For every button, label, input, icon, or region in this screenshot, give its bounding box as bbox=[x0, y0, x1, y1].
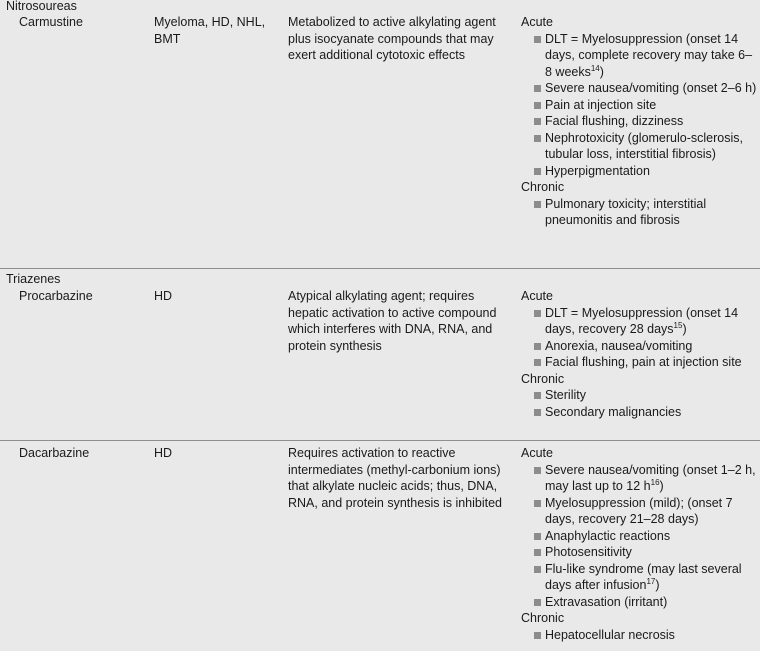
closing-text: ) bbox=[655, 578, 660, 592]
list-item bbox=[521, 462, 757, 495]
indications: Myeloma, HD, NHL, BMT bbox=[154, 15, 266, 46]
list-item bbox=[521, 387, 757, 404]
toxicity-text: Facial flushing, pain at injection site bbox=[545, 355, 742, 369]
indications: HD bbox=[154, 289, 173, 303]
list-item bbox=[521, 130, 757, 163]
square-bullet-icon bbox=[534, 632, 541, 639]
list-item bbox=[521, 495, 757, 528]
acute-label: Acute bbox=[521, 15, 553, 29]
mechanism: Metabolized to active alkylating agent plus isocyanate compounds that may exert additional cytotoxic effects bbox=[288, 15, 496, 62]
list-item bbox=[521, 196, 757, 229]
square-bullet-icon bbox=[534, 566, 541, 573]
square-bullet-icon bbox=[534, 392, 541, 399]
list-item bbox=[521, 113, 757, 130]
closing-text: ) bbox=[659, 479, 664, 493]
square-bullet-icon bbox=[534, 310, 541, 317]
square-bullet-icon bbox=[534, 359, 541, 366]
chronic-label: Chronic bbox=[521, 180, 565, 194]
toxicity-text: Sterility bbox=[545, 388, 586, 402]
square-bullet-icon bbox=[534, 343, 541, 350]
square-bullet-icon bbox=[534, 168, 541, 175]
toxicities bbox=[521, 445, 757, 643]
toxicity-text: Pain at injection site bbox=[545, 97, 657, 112]
toxicity-text: Hepatocellular necrosis bbox=[545, 627, 675, 642]
closing-text: ) bbox=[682, 322, 687, 336]
square-bullet-icon bbox=[534, 36, 541, 43]
square-bullet-icon bbox=[534, 118, 541, 125]
toxicities bbox=[521, 288, 757, 420]
toxicity-text: Photosensitivity bbox=[545, 545, 632, 559]
acute-label: Acute bbox=[521, 289, 553, 303]
list-item bbox=[521, 594, 757, 611]
list-item bbox=[521, 338, 757, 355]
acute-label: Acute bbox=[521, 446, 553, 460]
indications: HD bbox=[154, 446, 173, 460]
toxicities bbox=[521, 14, 757, 229]
toxicity-text: Extravasation (irritant) bbox=[545, 594, 668, 609]
list-item bbox=[521, 31, 757, 81]
chronic-list bbox=[521, 627, 757, 644]
acute-list bbox=[521, 305, 757, 371]
mechanism: Requires activation to reactive intermediates (methyl-carbonium ions) that alkylate nucleic acids; thus, DNA, RNA, and protein synthesis is inhibited bbox=[288, 446, 503, 510]
row-divider bbox=[0, 440, 760, 441]
toxicity-text: Pulmonary toxicity; interstitial pneumonitis and fibrosis bbox=[545, 196, 707, 227]
square-bullet-icon bbox=[534, 201, 541, 208]
closing-text: ) bbox=[599, 64, 604, 79]
square-bullet-icon bbox=[534, 102, 541, 109]
list-item bbox=[521, 80, 757, 97]
square-bullet-icon bbox=[534, 549, 541, 556]
drug-name: Carmustine bbox=[19, 15, 83, 29]
reference-number: 16 bbox=[650, 477, 660, 487]
toxicity-text: Myelosuppression (mild); (onset 7 days, recovery 21–28 days) bbox=[545, 495, 733, 526]
chronic-list bbox=[521, 387, 757, 420]
drug-name: Dacarbazine bbox=[19, 446, 90, 460]
square-bullet-icon bbox=[534, 500, 541, 507]
list-item bbox=[521, 354, 757, 371]
list-item bbox=[521, 561, 757, 594]
acute-list bbox=[521, 31, 757, 180]
list-item bbox=[521, 305, 757, 338]
square-bullet-icon bbox=[534, 85, 541, 92]
toxicity-text: Hyperpigmentation bbox=[545, 163, 650, 178]
list-item bbox=[521, 544, 757, 561]
square-bullet-icon bbox=[534, 467, 541, 474]
acute-list bbox=[521, 462, 757, 611]
toxicity-text: Flu-like syndrome (may last several days after infusion bbox=[545, 561, 742, 592]
list-item bbox=[521, 404, 757, 421]
drug-class-label: Nitrosoureas bbox=[6, 0, 77, 13]
reference-number: 17 bbox=[646, 576, 656, 586]
mechanism: Atypical alkylating agent; requires hepatic activation to active compound which interferes with DNA, RNA, and protein synthesis bbox=[288, 289, 497, 353]
list-item bbox=[521, 97, 757, 114]
drug-class-label: Triazenes bbox=[6, 272, 61, 286]
chronic-label: Chronic bbox=[521, 371, 565, 386]
reference-number: 15 bbox=[673, 320, 683, 330]
square-bullet-icon bbox=[534, 135, 541, 142]
toxicity-text: Anorexia, nausea/vomiting bbox=[545, 338, 693, 353]
reference-number: 14 bbox=[590, 63, 600, 73]
list-item bbox=[521, 528, 757, 545]
row-divider bbox=[0, 268, 760, 269]
toxicity-text: Anaphylactic reactions bbox=[545, 528, 671, 543]
toxicity-text: DLT = Myelosuppression (onset 14 days, recovery 28 days bbox=[545, 305, 739, 336]
chronic-label: Chronic bbox=[521, 611, 565, 625]
square-bullet-icon bbox=[534, 533, 541, 540]
drug-name: Procarbazine bbox=[19, 289, 93, 303]
square-bullet-icon bbox=[534, 599, 541, 606]
toxicity-text: DLT = Myelosuppression (onset 14 days, complete recovery may take 6–8 weeks bbox=[545, 31, 753, 79]
toxicity-text: Facial flushing, dizziness bbox=[545, 114, 684, 128]
list-item bbox=[521, 163, 757, 180]
toxicity-text: Severe nausea/vomiting (onset 1–2 h, may last up to 12 h bbox=[545, 462, 756, 493]
toxicity-text: Severe nausea/vomiting (onset 2–6 h) bbox=[545, 81, 757, 95]
list-item bbox=[521, 627, 757, 644]
toxicity-text: Secondary malignancies bbox=[545, 404, 682, 419]
chronic-list bbox=[521, 196, 757, 229]
square-bullet-icon bbox=[534, 409, 541, 416]
toxicity-text: Nephrotoxicity (glomerulo-sclerosis, tubular loss, interstitial fibrosis) bbox=[545, 130, 743, 161]
